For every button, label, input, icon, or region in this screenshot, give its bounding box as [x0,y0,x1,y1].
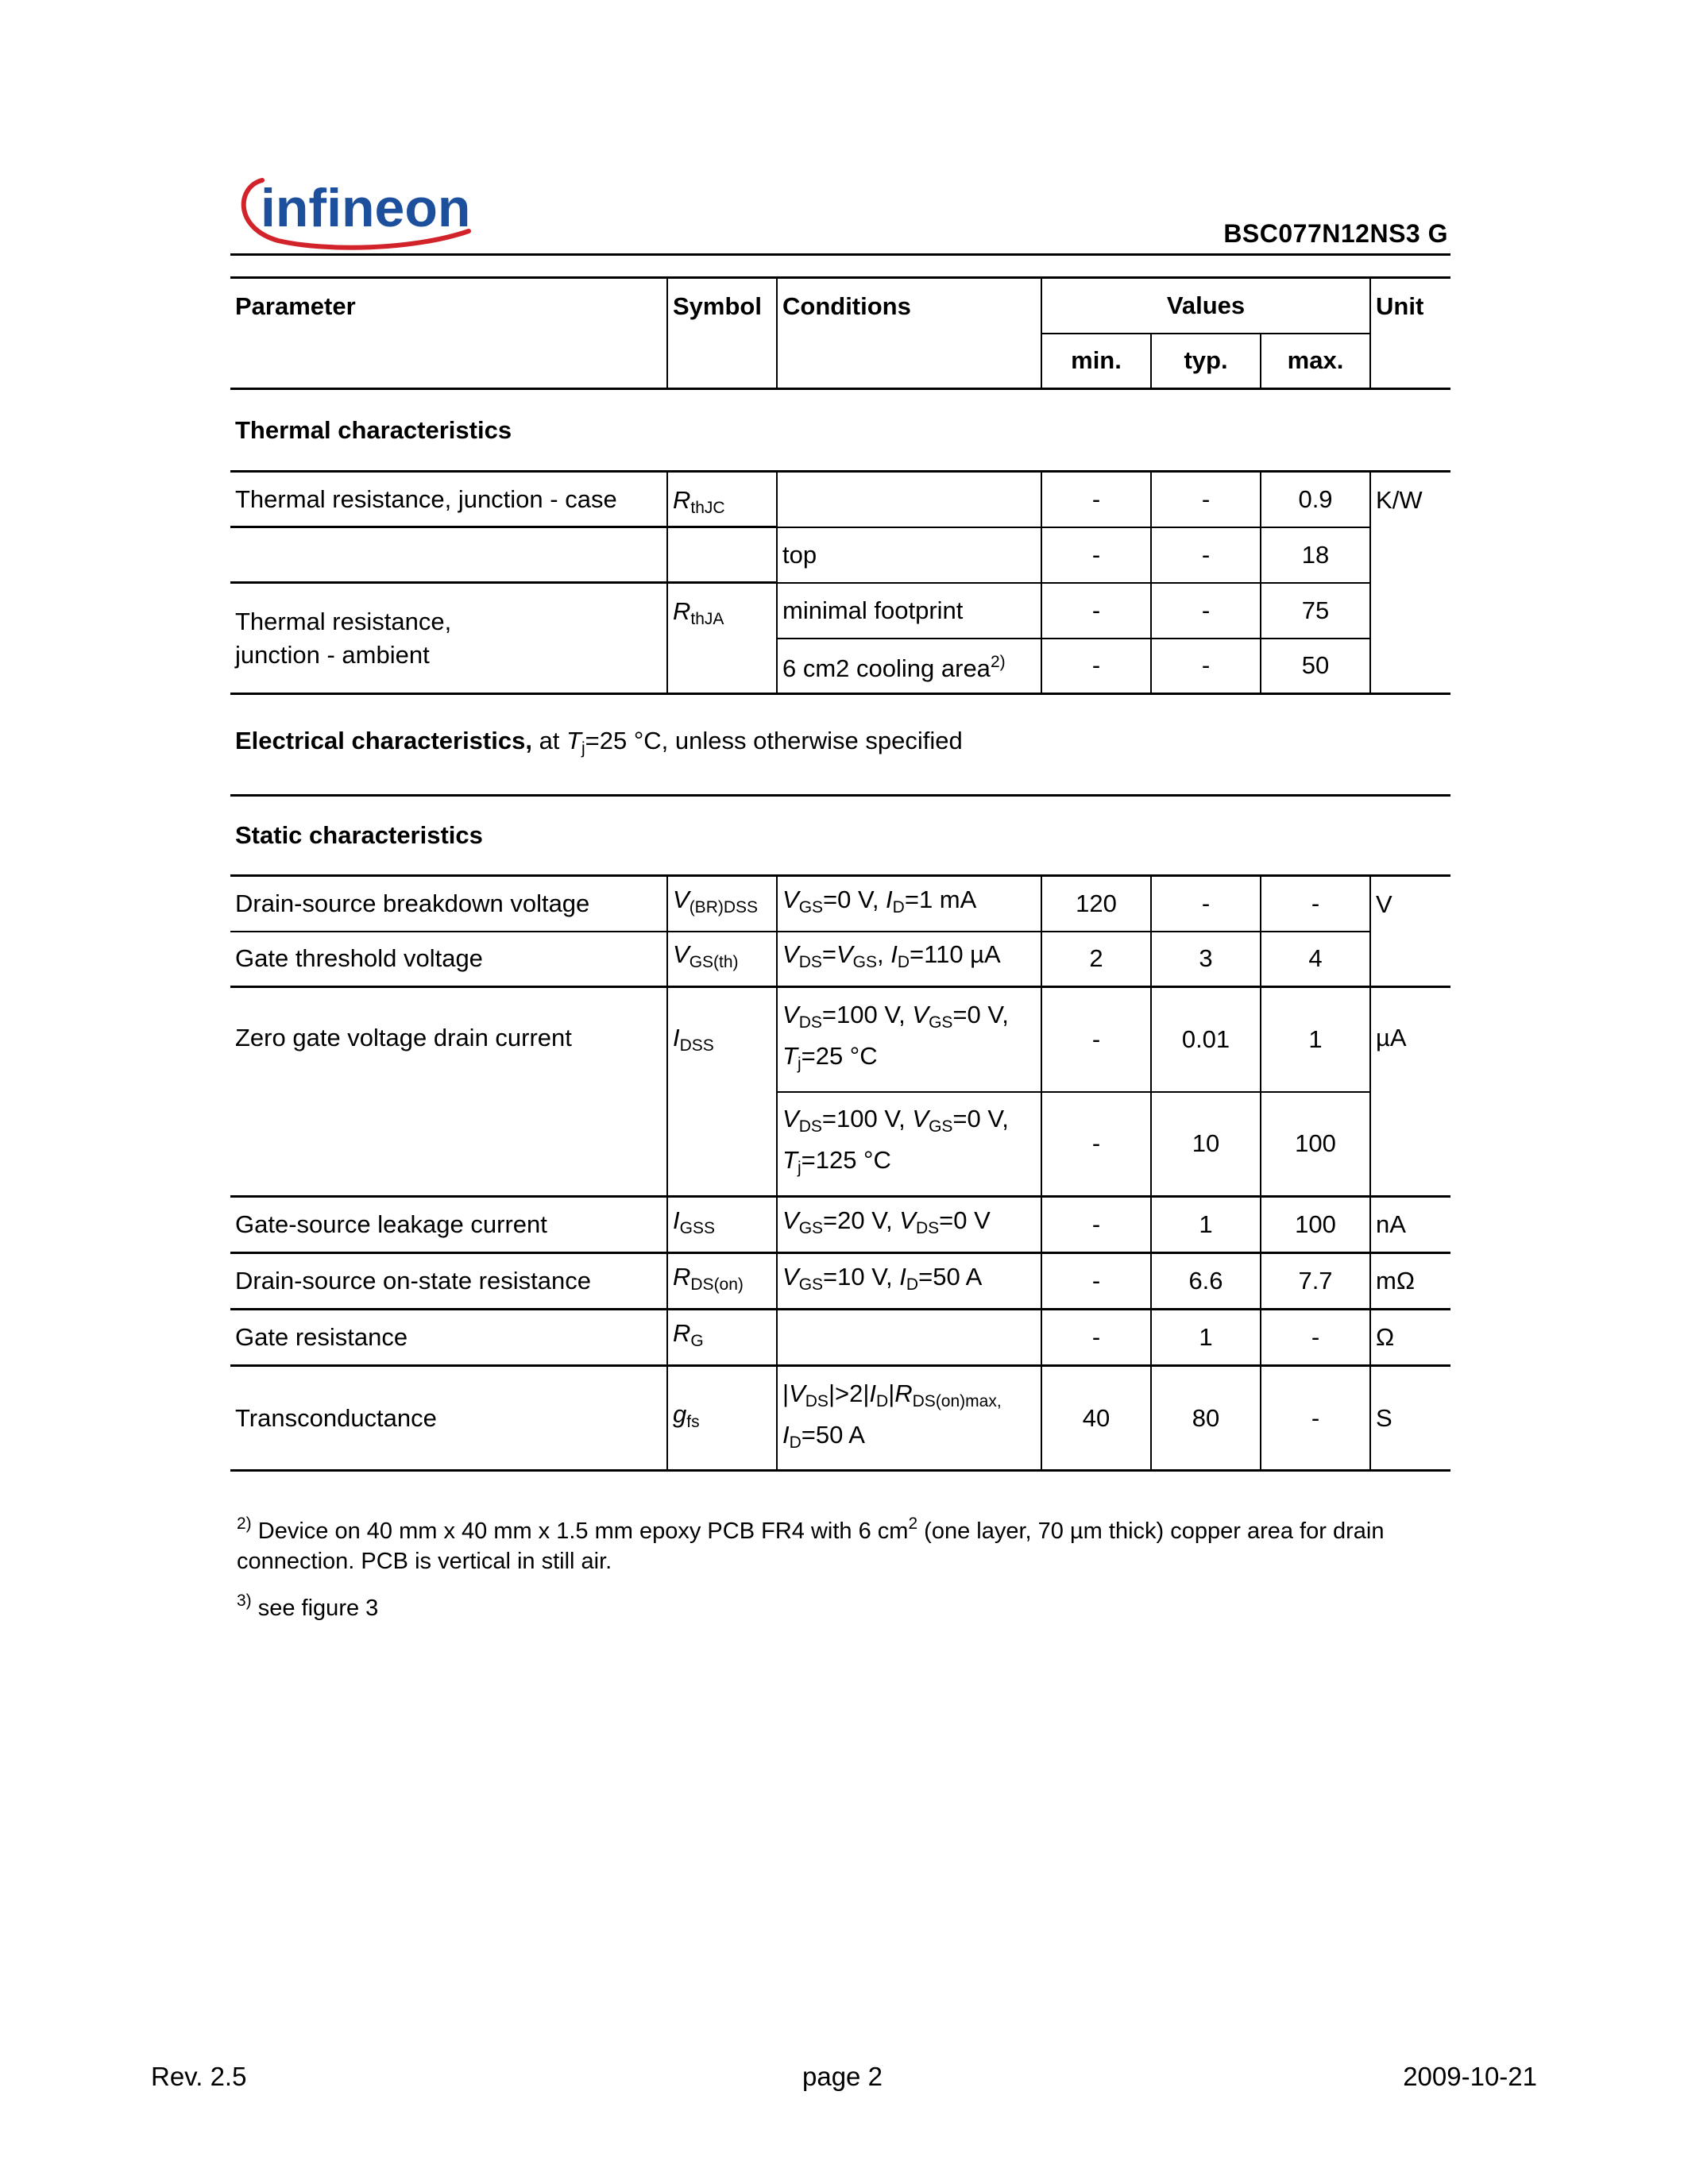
table-row [230,583,1450,639]
max-vth: 4 [1261,932,1370,987]
typ-idss-25c: 0.01 [1151,987,1261,1092]
cond-rg [777,1310,1041,1366]
symbol-rg: $R_G$ [667,1310,777,1366]
table-row [230,1310,1450,1366]
param-rthja: Thermal resistance, junction - ambient [230,583,667,694]
max-gfs: - [1261,1366,1370,1471]
unit-igss: nA [1370,1197,1450,1253]
typ-rg: 1 [1151,1310,1261,1366]
unit-rdson: mΩ [1370,1253,1450,1310]
max-rdson: 7.7 [1261,1253,1370,1310]
min-rdson: - [1041,1253,1151,1310]
section-title-thermal: Thermal characteristics [230,389,1450,472]
col-header-unit: Unit [1370,278,1450,389]
min-rthja-min: - [1041,583,1151,639]
max-idss-25c: 1 [1261,987,1370,1092]
footer-date: 2009-10-21 [1403,2062,1537,2091]
min-rthja-top: - [1041,527,1151,583]
table-header-row [230,278,1450,334]
col-header-max: max. [1261,334,1370,389]
min-bvdss: 120 [1041,876,1151,932]
max-rthja-min: 75 [1261,583,1370,639]
col-header-min: min. [1041,334,1151,389]
table-row [230,876,1450,932]
typ-igss: 1 [1151,1197,1261,1253]
unit-rg: Ω [1370,1310,1450,1366]
section-row-thermal [230,389,1450,472]
unit-thermal: K/W [1370,472,1450,694]
unit-gfs: S [1370,1366,1450,1471]
electrical-characteristics-note: Electrical characteristics, at $T_j=25$ °C, unless otherwise specified [230,694,1450,796]
symbol-gfs: $g_{fs}$ [667,1366,777,1471]
param-igss: Gate-source leakage current [230,1197,667,1253]
col-header-typ: typ. [1151,334,1261,389]
max-igss: 100 [1261,1197,1370,1253]
section-title-static: Static characteristics [230,796,1450,876]
symbol-rthjc: $R_{thJC}$ [667,472,777,527]
param-rthjc: Thermal resistance, junction - case [230,472,667,527]
table-row [230,1197,1450,1253]
col-header-values: Values [1041,278,1370,334]
symbol-idss: $I_{DSS}$ [667,987,777,1197]
table-row [230,932,1450,987]
max-bvdss: - [1261,876,1370,932]
typ-gfs: 80 [1151,1366,1261,1471]
cond-bvdss: $V_{GS}=0$ V, $I_D=1$ mA [777,876,1041,932]
typ-rthjc: - [1151,472,1261,527]
param-rdson: Drain-source on-state resistance [230,1253,667,1310]
param-gfs: Transconductance [230,1366,667,1471]
typ-rdson: 6.6 [1151,1253,1261,1310]
logo-wordmark: infineon [261,178,471,238]
symbol-rdson: $R_{DS(on)}$ [667,1253,777,1310]
col-header-parameter: Parameter [230,278,667,389]
cond-vth: $V_{DS}=V_{GS}$, $I_D=110$ µA [777,932,1041,987]
symbol-vth: $V_{GS(th)}$ [667,932,777,987]
symbol-rthja: $R_{thJA}$ [667,583,777,694]
cond-idss-25c: $V_{DS}=100$ V, $V_{GS}=0$ V, $T_j=25$ °C [777,987,1041,1092]
symbol-bvdss: $V_{(BR)DSS}$ [667,876,777,932]
max-idss-125c: 100 [1261,1092,1370,1197]
table-row [230,1253,1450,1310]
min-idss-125c: - [1041,1092,1151,1197]
max-rthja-6cm: 50 [1261,639,1370,694]
min-gfs: 40 [1041,1366,1151,1471]
cond-rthja-min: minimal footprint [777,583,1041,639]
cond-idss-125c: $V_{DS}=100$ V, $V_{GS}=0$ V, $T_j=125$ °C [777,1092,1041,1197]
footnotes [237,1509,1428,1633]
table-row [230,1366,1450,1471]
min-rthja-6cm: - [1041,639,1151,694]
max-rg: - [1261,1310,1370,1366]
param-blank [230,527,667,583]
footnote-3: $^{3)}$ see figure 3 [237,1592,379,1621]
param-rg: Gate resistance [230,1310,667,1366]
cond-rthjc [777,472,1041,527]
table-row [230,472,1450,527]
min-vth: 2 [1041,932,1151,987]
header-rule [230,253,1450,256]
part-number: BSC077N12NS3 G [1223,219,1448,248]
unit-idss: µA [1370,987,1450,1197]
characteristics-table [230,276,1450,1472]
cond-gfs: $|V_{DS}|>2|I_D|R_{DS(on)max,}$ $I_D=50$ A [777,1366,1041,1471]
typ-vth: 3 [1151,932,1261,987]
min-igss: - [1041,1197,1151,1253]
typ-bvdss: - [1151,876,1261,932]
max-rthja-top: 18 [1261,527,1370,583]
cond-rthja-top: top [777,527,1041,583]
section-row-electrical [230,694,1450,796]
unit-voltage: V [1370,876,1450,987]
param-idss: Zero gate voltage drain current [230,987,667,1197]
col-header-symbol: Symbol [667,278,777,389]
symbol-blank [667,527,777,583]
typ-rthja-6cm: - [1151,639,1261,694]
min-idss-25c: - [1041,987,1151,1092]
max-rthjc: 0.9 [1261,472,1370,527]
footer-page-number: page 2 [802,2062,883,2091]
typ-rthja-min: - [1151,583,1261,639]
footer-revision: Rev. 2.5 [151,2062,247,2091]
section-row-static [230,796,1450,876]
typ-rthja-top: - [1151,527,1261,583]
col-header-conditions: Conditions [777,278,1041,389]
typ-idss-125c: 10 [1151,1092,1261,1197]
param-vth: Gate threshold voltage [230,932,667,987]
cond-rthja-6cm: 6 cm2 cooling area$^{2)}$ [777,639,1041,694]
param-bvdss: Drain-source breakdown voltage [230,876,667,932]
footnote-2: $^{2)}$ Device on 40 mm x 40 mm x 1.5 mm epoxy PCB FR4 with 6 $cm^2$ (one layer, 70 µm thick) copper area for drain connection. PCB is vertical in still air. [237,1515,1385,1574]
cond-rdson: $V_{GS}=10$ V, $I_D=50$ A [777,1253,1041,1310]
infineon-logo [230,163,481,258]
symbol-igss: $I_{GSS}$ [667,1197,777,1253]
table-row [230,987,1450,1092]
min-rg: - [1041,1310,1151,1366]
table-row [230,527,1450,583]
cond-igss: $V_{GS}=20$ V, $V_{DS}=0$ V [777,1197,1041,1253]
min-rthjc: - [1041,472,1151,527]
